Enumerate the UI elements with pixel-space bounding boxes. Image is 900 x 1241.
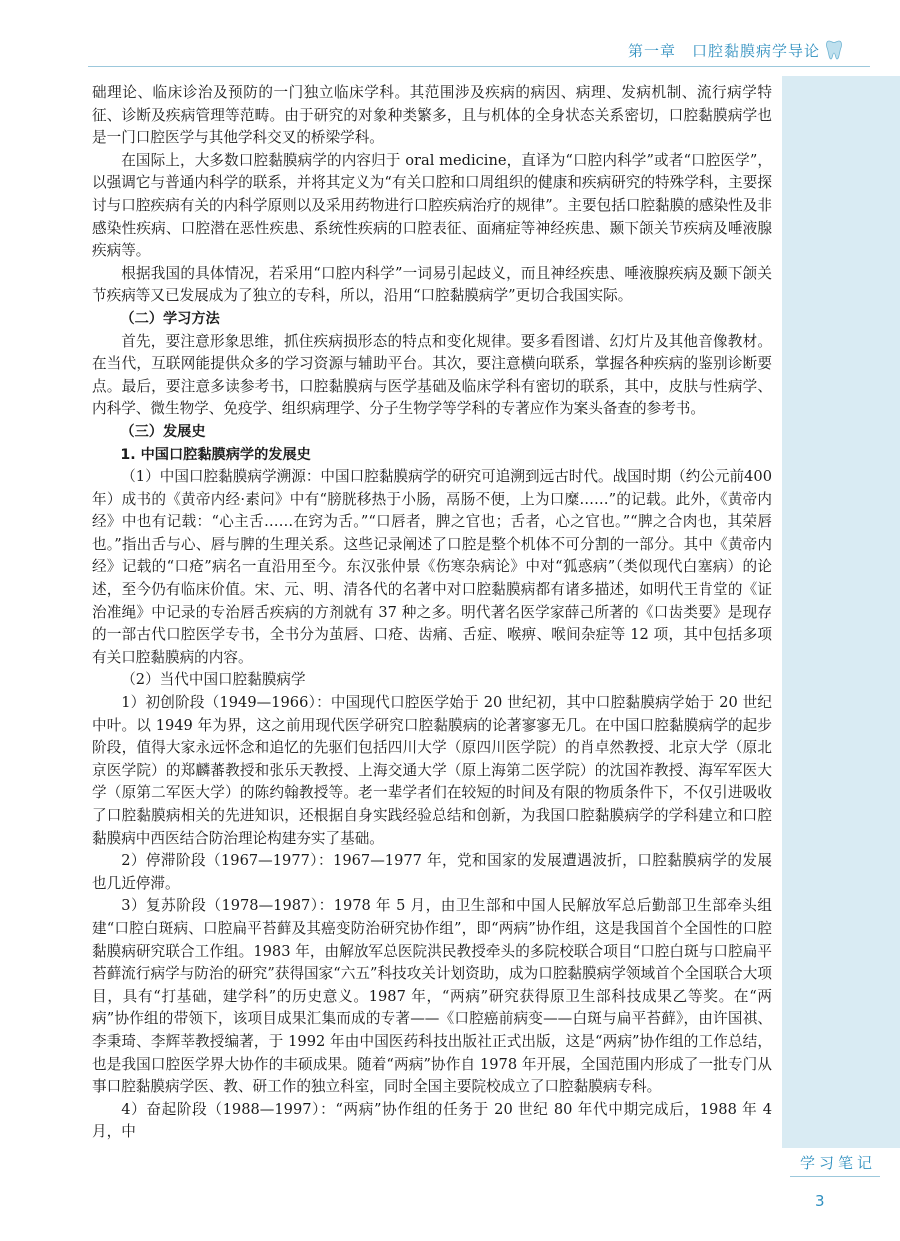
heading-china-history: 1. 中国口腔黏膜病学的发展史 (120, 446, 311, 463)
paragraph-recovery-stage: 3）复苏阶段（1978—1987）：1978 年 5 月，由卫生部和中国人民解放军总后勤部卫生部牵头组建“口腔白斑病、口腔扁平苔藓及其癌变防治研究协作组”，即“两病”协作组，这是我国首个全国性的口腔黏膜病研究联合工作组。1983 年，由解放军总医院洪民教授牵头的多院校联合项目“口腔白斑与口腔扁平苔藓流行病学与防治的研究”获得国家“六五”科技攻关计划资助，成为口腔黏膜病学领域首个全国联合大项目，具有“打基础，建学科”的历史意义。1987 年，“两病”研究获得原卫生部科技成果乙等奖。在“两病”协作组的带领下，该项目成果汇集而成的专著——《口腔癌前病变——白斑与扁平苔藓》，由许国祺、李秉琦、李辉莘教授编著，于 1992 年由中国医药科技出版社正式出版，这是“两病”协作组的工作总结，也是我国口腔医学界大协作的丰硕成果。随着“两病”协作自 1978 年开展，全国范围内形成了一批专门从事口腔黏膜病学医、教、研工作的独立科室，同时全国主要院校成立了口腔黏膜病专科。 (92, 897, 772, 1096)
paragraph-modern-title: （2）当代中国口腔黏膜病学 (121, 671, 306, 689)
heading-study-method: （二）学习方法 (120, 310, 220, 327)
page-header (0, 0, 900, 64)
notes-divider (790, 1176, 880, 1177)
paragraph-founding-stage: 1）初创阶段（1949—1966）：中国现代口腔医学始于 20 世纪初，其中口腔黏膜病学始于 20 世纪中叶。以 1949 年为界，这之前用现代医学研究口腔黏膜病的论著寥寥无几。在中国口腔黏膜病学的起步阶段，值得大家永远怀念和追忆的先驱们包括四川大学（原四川医学院）的肖卓然教授、北京大学（原北京医学院）的郑麟蕃教授和张乐天教授、上海交通大学（原上海第二医学院）的沈国祚教授、海军军医大学（原第二军医大学）的陈约翰教授等。老一辈学者们在较短的时间及有限的物质条件下，不仅引进吸收了口腔黏膜病相关的先进知识，还根据自身实践经验总结和创新，为我国口腔黏膜病学的学科建立和口腔黏膜病中西医结合防治理论构建夯实了基础。 (92, 694, 772, 847)
tooth-icon (826, 40, 842, 60)
paragraph-stagnation-stage: 2）停滞阶段（1967—1977）：1967—1977 年，党和国家的发展遭遇波折，口腔黏膜病学的发展也几近停滞。 (92, 852, 772, 892)
paragraph-rise-stage: 4）奋起阶段（1988—1997）：“两病”协作组的任务于 20 世纪 80 年代中期完成后，1988 年 4 月，中 (92, 1100, 772, 1141)
header-divider (88, 66, 870, 67)
notes-sidebar (782, 76, 900, 1162)
notes-label: 学习笔记 (800, 1154, 877, 1172)
paragraph-international: 在国际上，大多数口腔黏膜病学的内容归于 oral medicine，直译为“口腔内科学”或者“口腔医学”，以强调它与普通内科学的联系，并将其定义为“有关口腔和口周组织的健康和疾病研究的特殊学科，主要探讨与口腔疾病有关的内科学原则以及采用药物进行口腔疾病治疗的规律”。主要包括口腔黏膜的感染性及非感染性疾病、口腔潜在恶性疾患、系统性疾病的口腔表征、面痛症等神经疾患、颞下颌关节疾病及唾液腺疾病等。 (92, 151, 772, 260)
main-text (92, 82, 772, 1144)
chapter-title: 第一章 口腔黏膜病学导论 (627, 42, 820, 60)
paragraph-study-method: 首先，要注意形象思维，抓住疾病损形态的特点和变化规律。要多看图谱、幻灯片及其他音像教材。在当代，互联网能提供众多的学习资源与辅助平台。其次，要注意横向联系，掌握各种疾病的鉴别诊断要点。最后，要注意多读参考书，口腔黏膜病与医学基础及临床学科有密切的联系，其中，皮肤与性病学、内科学、微生物学、免疫学、组织病理学、分子生物学等学科的专著应作为案头备查的参考书。 (92, 332, 772, 418)
page-number: 3 (815, 1192, 825, 1210)
heading-history: （三）发展史 (120, 423, 206, 440)
paragraph-origins: （1）中国口腔黏膜病学溯源：中国口腔黏膜病学的研究可追溯到远古时代。战国时期（约公元前400 年）成书的《黄帝内经·素问》中有“膀胱移热于小肠，鬲肠不便，上为口糜……”的记载。此外，《黄帝内经》中也有记载：“心主舌……在窍为舌。”“口唇者，脾之官也；舌者，心之官也。”“脾之合肉也，其荣唇也。”指出舌与心、唇与脾的生理关系。这些记录阐述了口腔是整个机体不可分割的一部分。其中《黄帝内经》记载的“口疮”病名一直沿用至今。东汉张仲景《伤寒杂病论》中对“狐惑病”（类似现代白塞病）的论述，至今仍有临床价值。宋、元、明、清各代的名著中对口腔黏膜病都有诸多描述，如明代王肯堂的《证治准绳》中记录的专治唇舌疾病的方剂就有 37 种之多。明代著名医学家薛己所著的《口齿类要》是现存的一部古代口腔医学专书，全书分为茧唇、口疮、齿痛、舌症、喉痹、喉间杂症等 12 项，其中包括多项有关口腔黏膜病的内容。 (92, 468, 772, 666)
paragraph-china-context: 根据我国的具体情况，若采用“口腔内科学”一词易引起歧义，而且神经疾患、唾液腺疾病及颞下颌关节疾病等又已发展成为了独立的专科，所以，沿用“口腔黏膜病学”更切合我国实际。 (92, 264, 772, 305)
paragraph-intro: 础理论、临床诊治及预防的一门独立临床学科。其范围涉及疾病的病因、病理、发病机制、流行病学特征、诊断及疾病管理等范畴。由于研究的对象种类繁多，且与机体的全身状态关系密切，口腔黏膜病学也是一门口腔医学与其他学科交叉的桥梁学科。 (92, 84, 772, 147)
